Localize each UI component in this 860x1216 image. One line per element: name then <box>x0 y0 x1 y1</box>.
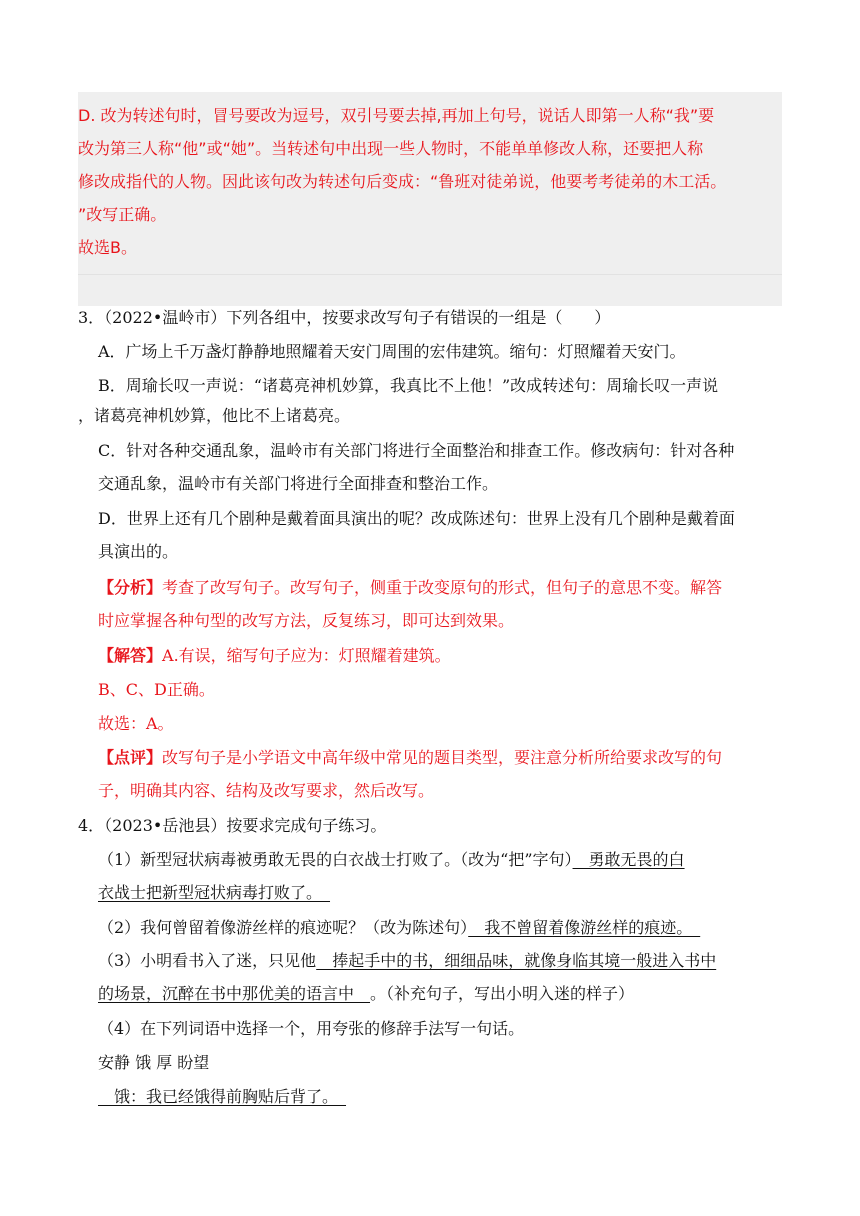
q3-stem: 3．（2022•温岭市）下列各组中，按要求改写句子有错误的一组是（ ） <box>78 308 611 327</box>
analysis-text-1: 考查了改写句子。改写句子，侧重于改变原句的形式，但句子的意思不变。解答 <box>162 578 723 597</box>
q3-analysis-line1 <box>98 577 722 599</box>
q4-item1-prompt: （1）新型冠状病毒被勇敢无畏的白衣战士打败了。（改为“把”字句） <box>98 850 573 869</box>
q3-analysis-line2: 时应掌握各种句型的改写方法，反复练习，即可达到效果。 <box>98 611 515 630</box>
explanation-line-5: 故选B。 <box>78 238 137 257</box>
q3-option-d-line1: D．世界上还有几个剧种是戴着面具演出的呢？改成陈述句：世界上没有几个剧种是戴着面 <box>98 509 735 528</box>
q4-item1-line2 <box>98 882 330 904</box>
q3-option-c-line2: 交通乱象，温岭市有关部门将进行全面排查和整治工作。 <box>98 474 499 493</box>
q4-item2-prompt: （2）我何曾留着像游丝样的痕迹呢？（改为陈述句） <box>98 918 469 937</box>
q3-comment-line2: 子，明确其内容、结构及改写要求，然后改写。 <box>98 781 435 800</box>
q3-answer-line3: 故选：A。 <box>98 714 174 733</box>
q3-comment-line1 <box>98 747 722 769</box>
comment-text-1: 改写句子是小学语文中高年级中常见的题目类型，要注意分析所给要求改写的句 <box>162 748 723 767</box>
q4-item3-line2 <box>98 983 634 1005</box>
q3-answer-line1 <box>98 645 451 667</box>
answer-text-1: A.有误，缩写句子应为：灯照耀着建筑。 <box>162 646 451 665</box>
q4-item4-prompt: （4）在下列词语中选择一个，用夸张的修辞手法写一句话。 <box>98 1019 525 1038</box>
q4-item2-line <box>98 917 700 939</box>
q4-item4-answer: 饿：我已经饿得前胸贴后背了。 <box>98 1087 347 1106</box>
q4-item1-line1 <box>98 849 685 871</box>
q3-option-a: A．广场上千万盏灯静静地照耀着天安门周围的宏伟建筑。缩句：灯照耀着天安门。 <box>98 342 686 361</box>
q4-item1-answer-a: 勇敢无畏的白 <box>572 850 685 869</box>
explanation-line-1: D. 改为转述句时，冒号要改为逗号，双引号要去掉,再加上句号，说话人即第一人称“我”要 <box>78 106 715 125</box>
answer-tag: 【解答】 <box>98 646 163 665</box>
q4-item4-answer-line <box>98 1086 346 1108</box>
q4-stem: 4．（2023•岳池县）按要求完成句子练习。 <box>78 816 387 835</box>
q4-item3-suffix: 。（补充句子，写出小明入迷的样子） <box>370 984 635 1003</box>
q4-item3-answer-a: 捧起手中的书，细细品味，就像身临其境一般进入书中 <box>316 951 717 970</box>
q3-option-b-line1: B．周瑜长叹一声说：“诸葛亮神机妙算，我真比不上他！”改成转述句：周瑜长叹一声说 <box>98 376 719 395</box>
q4-item2-answer: 我不曾留着像游丝样的痕迹。 <box>468 918 701 937</box>
explanation-separator <box>78 274 782 275</box>
q4-item3-line1 <box>98 950 716 972</box>
explanation-line-4: ”改写正确。 <box>78 205 167 224</box>
q4-item3-prompt: （3）小明看书入了迷，只见他 <box>98 951 317 970</box>
q4-item3-answer-b: 的场景，沉醉在书中那优美的语言中 <box>98 984 371 1003</box>
explanation-line-3: 修改成指代的人物。因此该句改为转述句后变成：“鲁班对徒弟说，他要考考徒弟的木工活。 <box>78 172 727 191</box>
analysis-tag: 【分析】 <box>98 578 163 597</box>
comment-tag: 【点评】 <box>98 748 163 767</box>
explanation-box <box>78 92 782 306</box>
q4-item4-words: 安静 饿 厚 盼望 <box>98 1053 210 1072</box>
q4-item1-answer-b: 衣战士把新型冠状病毒打败了。 <box>98 883 331 902</box>
q3-option-b-line2: ，诸葛亮神机妙算，他比不上诸葛亮。 <box>78 406 351 425</box>
q3-option-d-line2: 具演出的。 <box>98 542 179 561</box>
explanation-line-2: 改为第三人称“他”或“她”。当转述句中出现一些人物时，不能单单修改人称，还要把人称 <box>78 139 704 158</box>
q3-option-c-line1: C．针对各种交通乱象，温岭市有关部门将进行全面整治和排查工作。修改病句：针对各种 <box>98 441 735 460</box>
q3-answer-line2: B、C、D正确。 <box>98 680 215 699</box>
